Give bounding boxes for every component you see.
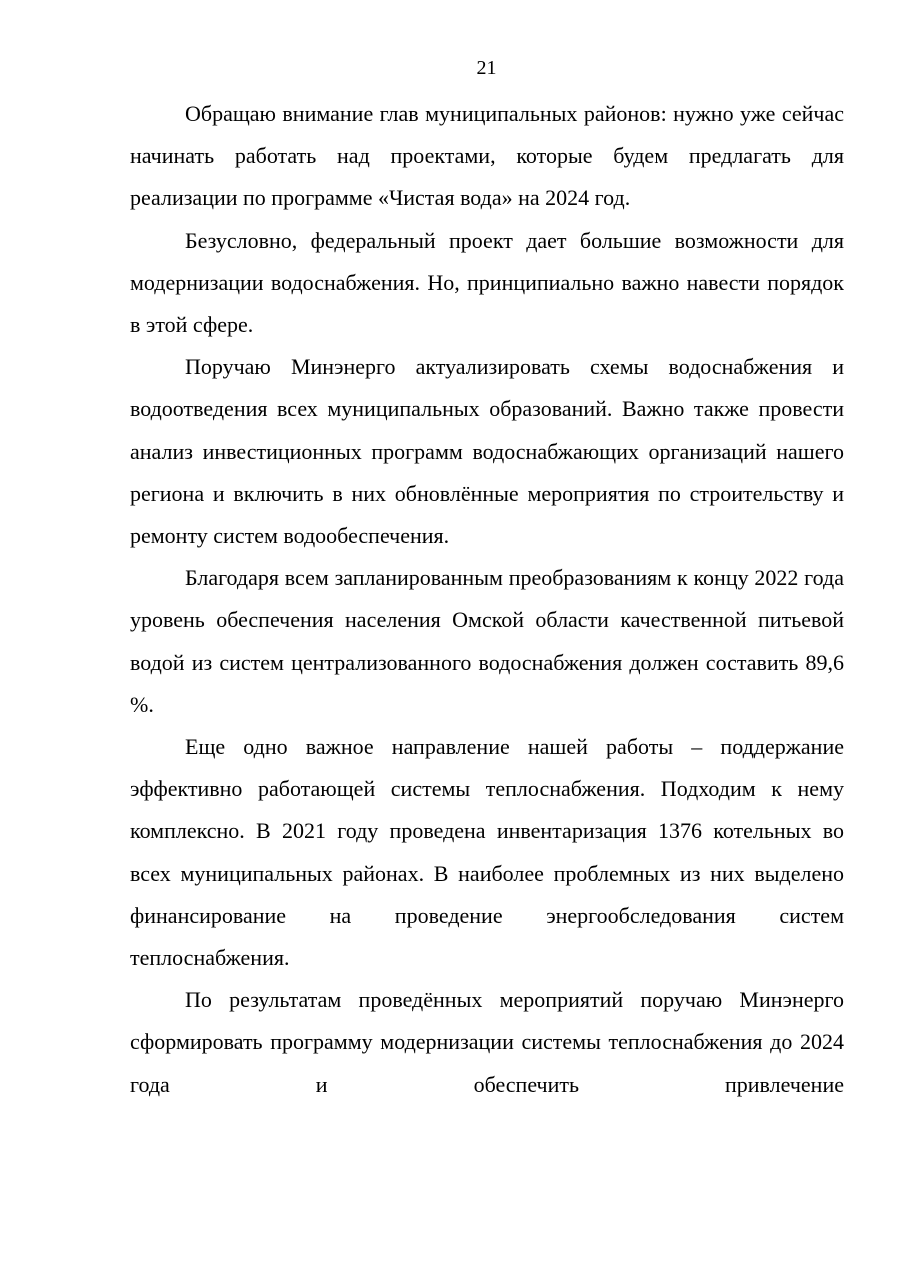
paragraph-clean-water-program: Обращаю внимание глав муниципальных районов: нужно уже сейчас начинать работать над проектами, которые будем предлагать для реализации по программе «Чистая вода» на 2024 год.: [130, 101, 844, 211]
document-body: [130, 93, 844, 1106]
page-number: 21: [476, 57, 497, 79]
paragraph-drinking-water-level: Благодаря всем запланированным преобразованиям к концу 2022 года уровень обеспечения населения Омской области качественной питьевой водой из систем централизованного водоснабжения должен составить 89,6 %.: [130, 565, 844, 717]
paragraph-water-supply-schemes: Поручаю Минэнерго актуализировать схемы водоснабжения и водоотведения всех муниципальных образований. Важно также провести анализ инвестиционных программ водоснабжающих организаций нашего региона и включить в них обновлённые мероприятия по строительству и ремонту систем водообеспечения.: [130, 354, 844, 549]
paragraph-modernization-program: По результатам проведённых мероприятий поручаю Минэнерго сформировать программу модернизации системы теплоснабжения до 2024 года и обеспечить привлечение: [130, 987, 844, 1097]
paragraph-federal-project: Безусловно, федеральный проект дает большие возможности для модернизации водоснабжения. Но, принципиально важно навести порядок в этой сфере.: [130, 227, 844, 338]
paragraph-heat-supply: Еще одно важное направление нашей работы – поддержание эффективно работающей системы теплоснабжения. Подходим к нему комплексно. В 2021 году проведена инвентаризация 1376 котельных во всех муниципальных районах. В наиболее проблемных из них выделено финансирование на проведение энергообследования систем теплоснабжения.: [130, 734, 844, 971]
